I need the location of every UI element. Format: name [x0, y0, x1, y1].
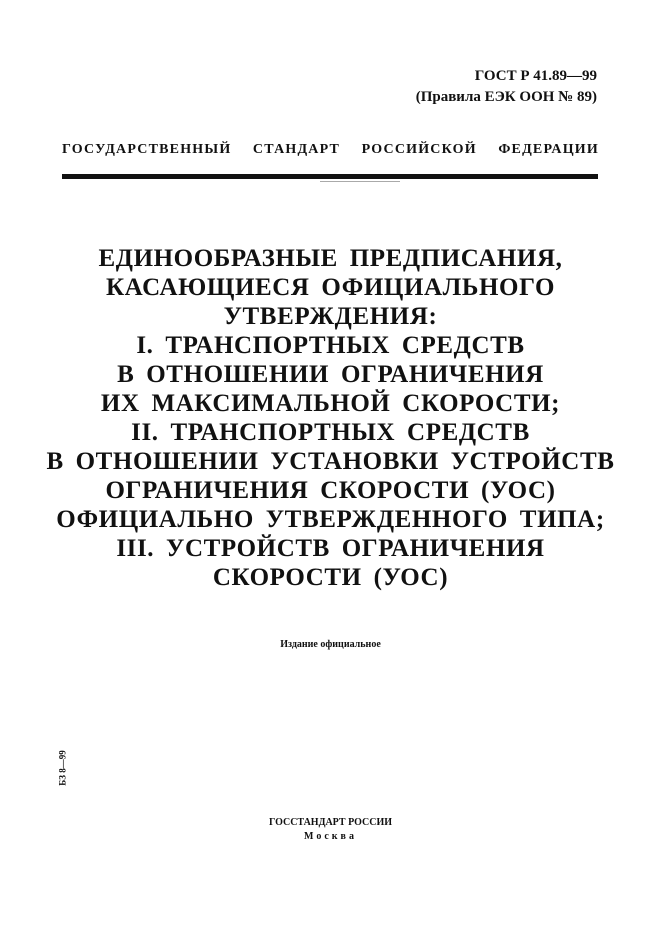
margin-code-block [56, 748, 70, 788]
title-line: II. ТРАНСПОРТНЫХ СРЕДСТВ [131, 419, 530, 446]
title-line: КАСАЮЩИЕСЯ ОФИЦИАЛЬНОГО [105, 274, 556, 301]
title-line: I. ТРАНСПОРТНЫХ СРЕДСТВ [136, 332, 525, 359]
state-standard-word: РОССИЙСКОЙ [361, 142, 477, 157]
title-line: III. УСТРОЙСТВ ОГРАНИЧЕНИЯ [116, 535, 545, 562]
title-line: ИХ МАКСИМАЛЬНОЙ СКОРОСТИ; [100, 390, 561, 417]
title-line: ЕДИНООБРАЗНЫЕ ПРЕДПИСАНИЯ, [98, 245, 563, 272]
publisher-name: ГОССТАНДАРТ РОССИИ [268, 817, 393, 828]
state-standard-word: СТАНДАРТ [252, 142, 341, 157]
document-number-block [416, 66, 597, 108]
state-standard-word: ГОСУДАРСТВЕННЫЙ [62, 142, 232, 157]
publisher-block [0, 816, 661, 844]
title-line: ОФИЦИАЛЬНО УТВЕРЖДЕННОГО ТИПА; [56, 506, 605, 533]
publisher-city: Москва [304, 831, 357, 842]
title-line: ОГРАНИЧЕНИЯ СКОРОСТИ (УОС) [105, 477, 556, 504]
official-edition-label: Издание официальное [280, 639, 381, 650]
title-line: В ОТНОШЕНИИ ОГРАНИЧЕНИЯ [117, 361, 544, 388]
title-line: СКОРОСТИ (УОС) [212, 564, 449, 591]
divider-shadow [320, 181, 400, 182]
margin-code: БЗ 8—99 [58, 750, 69, 786]
state-standard-heading [62, 142, 599, 158]
un-ece-rules-reference: (Правила ЕЭК ООН № 89) [415, 89, 597, 105]
title-line: В ОТНОШЕНИИ УСТАНОВКИ УСТРОЙСТВ [46, 448, 615, 475]
document-title [20, 244, 641, 592]
heading-divider-rule [62, 174, 598, 179]
title-line: УТВЕРЖДЕНИЯ: [223, 303, 438, 330]
state-standard-word: ФЕДЕРАЦИИ [498, 142, 599, 157]
gost-number: ГОСТ Р 41.89—99 [474, 68, 597, 84]
